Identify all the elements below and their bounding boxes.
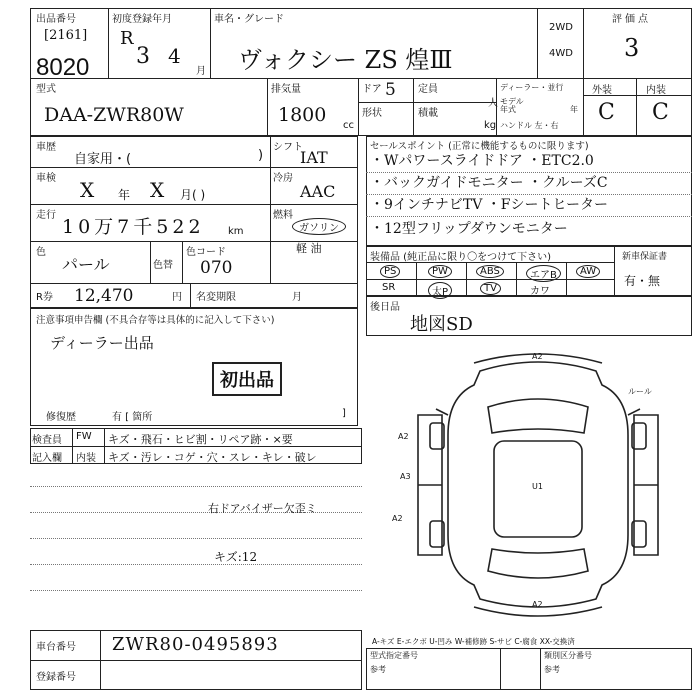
handle-label: ハンドル 左・右 bbox=[500, 121, 559, 130]
first-reg-year: 3 bbox=[136, 44, 150, 69]
damage-mark-rear: A2 bbox=[532, 600, 543, 609]
mileage-label: 走行 bbox=[36, 210, 56, 221]
selling-point-4: ・12型フリップダウンモニター bbox=[370, 221, 568, 237]
first-reg-era: R bbox=[120, 28, 134, 49]
aftermarket-value: 地図SD bbox=[410, 314, 473, 335]
history-label: 車歴 bbox=[36, 142, 56, 153]
equip-aw: AW bbox=[576, 265, 600, 278]
name-change-label: 名変期限 bbox=[196, 292, 236, 303]
type-label: 型式 bbox=[36, 84, 56, 95]
selling-point-2: ・バックガイドモニター ・クルーズC bbox=[370, 175, 608, 191]
inspection-month-unit: 月( ) bbox=[180, 188, 206, 202]
type-cert-label: 型式指定番号 bbox=[370, 651, 418, 660]
equip-sr: SR bbox=[382, 282, 396, 293]
damage-mark-roof: U1 bbox=[532, 482, 543, 491]
person-unit: 人 bbox=[488, 98, 498, 109]
equip-solar: 太P bbox=[428, 282, 452, 299]
repair-label: 修復歴 bbox=[46, 412, 76, 423]
history-close: ) bbox=[258, 148, 264, 163]
aftermarket-label: 後日品 bbox=[370, 302, 400, 313]
color-code-label: 色コード bbox=[186, 247, 226, 258]
equip-abs: ABS bbox=[476, 265, 504, 278]
damage-mark-left-front: A2 bbox=[398, 432, 409, 441]
model-year-label: モデル年式 bbox=[500, 97, 524, 114]
km-unit: km bbox=[228, 226, 244, 237]
equipment-label: 装備品 (純正品に限り〇をつけて下さい) bbox=[370, 252, 551, 263]
color-label: 色 bbox=[36, 247, 46, 258]
inspection-year: X bbox=[80, 178, 95, 202]
selling-point-1: ・Wパワースライドドア ・ETC2.0 bbox=[370, 153, 594, 169]
lot-label: 出品番号 bbox=[36, 14, 76, 25]
inspection-label: 車検 bbox=[36, 173, 56, 184]
inspector-note-1: 右ドアバイザー欠歪ミ bbox=[208, 502, 317, 515]
damage-mark-front: A2 bbox=[532, 352, 543, 361]
doors-label: ドア bbox=[362, 84, 382, 95]
displacement-value: 1800 bbox=[278, 104, 327, 126]
selling-point-3: ・9インチナビTV ・Fシートヒーター bbox=[370, 197, 608, 213]
equip-tv: TV bbox=[480, 282, 501, 295]
exterior-grade: C bbox=[598, 100, 615, 125]
fw-label: FW bbox=[76, 431, 92, 442]
doors-value: 5 bbox=[385, 80, 396, 100]
interior-row-label: 内装 bbox=[76, 453, 96, 464]
selling-points-label: セールスポイント (正常に機能するものに限ります) bbox=[370, 141, 589, 152]
warranty-value: 有・無 bbox=[624, 274, 661, 288]
type-cert-ref: 参考 bbox=[370, 665, 386, 674]
first-reg-month: 4 bbox=[168, 44, 181, 68]
color-value: パール bbox=[62, 255, 110, 274]
score-value: 3 bbox=[624, 34, 640, 62]
warranty-label: 新車保証書 bbox=[622, 252, 668, 262]
notes-label: 注意事項申告欄 (不具合存等は具体的に記入して下さい) bbox=[36, 315, 275, 326]
model-name: ヴォクシー ZS 煌Ⅲ bbox=[238, 46, 453, 74]
color-code-value: 070 bbox=[200, 258, 233, 278]
kg-unit: kg bbox=[484, 120, 497, 131]
class-label: 類別区分番号 bbox=[544, 651, 592, 660]
fuel-gas: ガソリン bbox=[292, 218, 346, 235]
capacity-label: 定員 bbox=[418, 84, 438, 95]
damage-mark-right: ルール bbox=[628, 387, 652, 396]
model-year-unit: 年 bbox=[570, 105, 578, 114]
repair-close: ] bbox=[342, 408, 346, 419]
fuel-label: 燃料 bbox=[273, 210, 293, 221]
color-no-label: 色替 bbox=[153, 260, 173, 271]
chassis-value: ZWR80-0495893 bbox=[112, 634, 279, 655]
equip-leather: カワ bbox=[530, 286, 550, 297]
shift-label: シフト bbox=[273, 142, 303, 153]
recycle-label: R券 bbox=[36, 292, 53, 303]
entry-label: 記入欄 bbox=[32, 453, 62, 464]
class-ref: 参考 bbox=[544, 665, 560, 674]
inspector-label: 検査員 bbox=[32, 435, 62, 446]
name-change-month: 月 bbox=[292, 292, 302, 303]
lot-number: 8020 bbox=[36, 54, 90, 81]
ac-value: AAC bbox=[300, 182, 336, 201]
reg-label: 登録番号 bbox=[36, 672, 76, 683]
equip-airbag: エアB bbox=[526, 265, 561, 282]
mileage-value: 10万7千522 bbox=[62, 216, 205, 238]
inspector-row2: キズ・汚レ・コゲ・穴・スレ・キレ・破レ bbox=[108, 451, 317, 464]
dealer-label: ディーラー・並行 bbox=[500, 83, 564, 92]
repair-value: 有 [ 箇所 bbox=[112, 412, 153, 423]
first-reg-label: 初度登録年月 bbox=[112, 14, 172, 25]
history-value: 自家用・( bbox=[74, 152, 132, 167]
month-unit: 月 bbox=[196, 66, 206, 77]
inspection-year-unit: 年 bbox=[118, 188, 131, 202]
displacement-label: 排気量 bbox=[271, 84, 301, 95]
interior-grade: C bbox=[652, 100, 669, 125]
equip-ps: PS bbox=[380, 265, 400, 278]
inspector-note-2: キズ:12 bbox=[214, 550, 258, 564]
model-label: 車名・グレード bbox=[214, 14, 284, 25]
load-label: 積載 bbox=[418, 108, 438, 119]
equip-pw: PW bbox=[428, 265, 452, 278]
chassis-label: 車台番号 bbox=[36, 642, 76, 653]
cc-unit: cc bbox=[343, 120, 354, 131]
fuel-diesel: 軽 油 bbox=[296, 242, 322, 255]
inspection-month: X bbox=[150, 178, 165, 202]
exterior-label: 外装 bbox=[592, 85, 612, 96]
first-listing-stamp: 初出品 bbox=[212, 362, 282, 396]
inspector-row1: キズ・飛石・ヒビ割・リペア跡・×要 bbox=[108, 433, 293, 446]
recycle-value: 12,470 bbox=[74, 286, 134, 306]
yen-unit: 円 bbox=[172, 292, 182, 303]
shift-value: IAT bbox=[300, 148, 328, 167]
score-label: 評価点 bbox=[612, 14, 651, 25]
shape-label: 形状 bbox=[362, 108, 382, 119]
type-value: DAA-ZWR80W bbox=[44, 104, 184, 126]
drive-4wd: 4WD bbox=[549, 48, 573, 59]
damage-legend: A-キズ E-エクボ U-凹み W-補修跡 S-サビ C-腐食 XX-交換済 bbox=[372, 637, 575, 646]
lot-code: [2161] bbox=[44, 28, 88, 43]
drive-2wd: 2WD bbox=[549, 22, 573, 33]
damage-mark-left-rear: A2 bbox=[392, 514, 403, 523]
damage-mark-left-side: A3 bbox=[400, 472, 411, 481]
ac-label: 冷房 bbox=[273, 173, 293, 184]
interior-label: 内装 bbox=[646, 85, 666, 96]
notes-handwritten: ディーラー出品 bbox=[50, 334, 154, 352]
